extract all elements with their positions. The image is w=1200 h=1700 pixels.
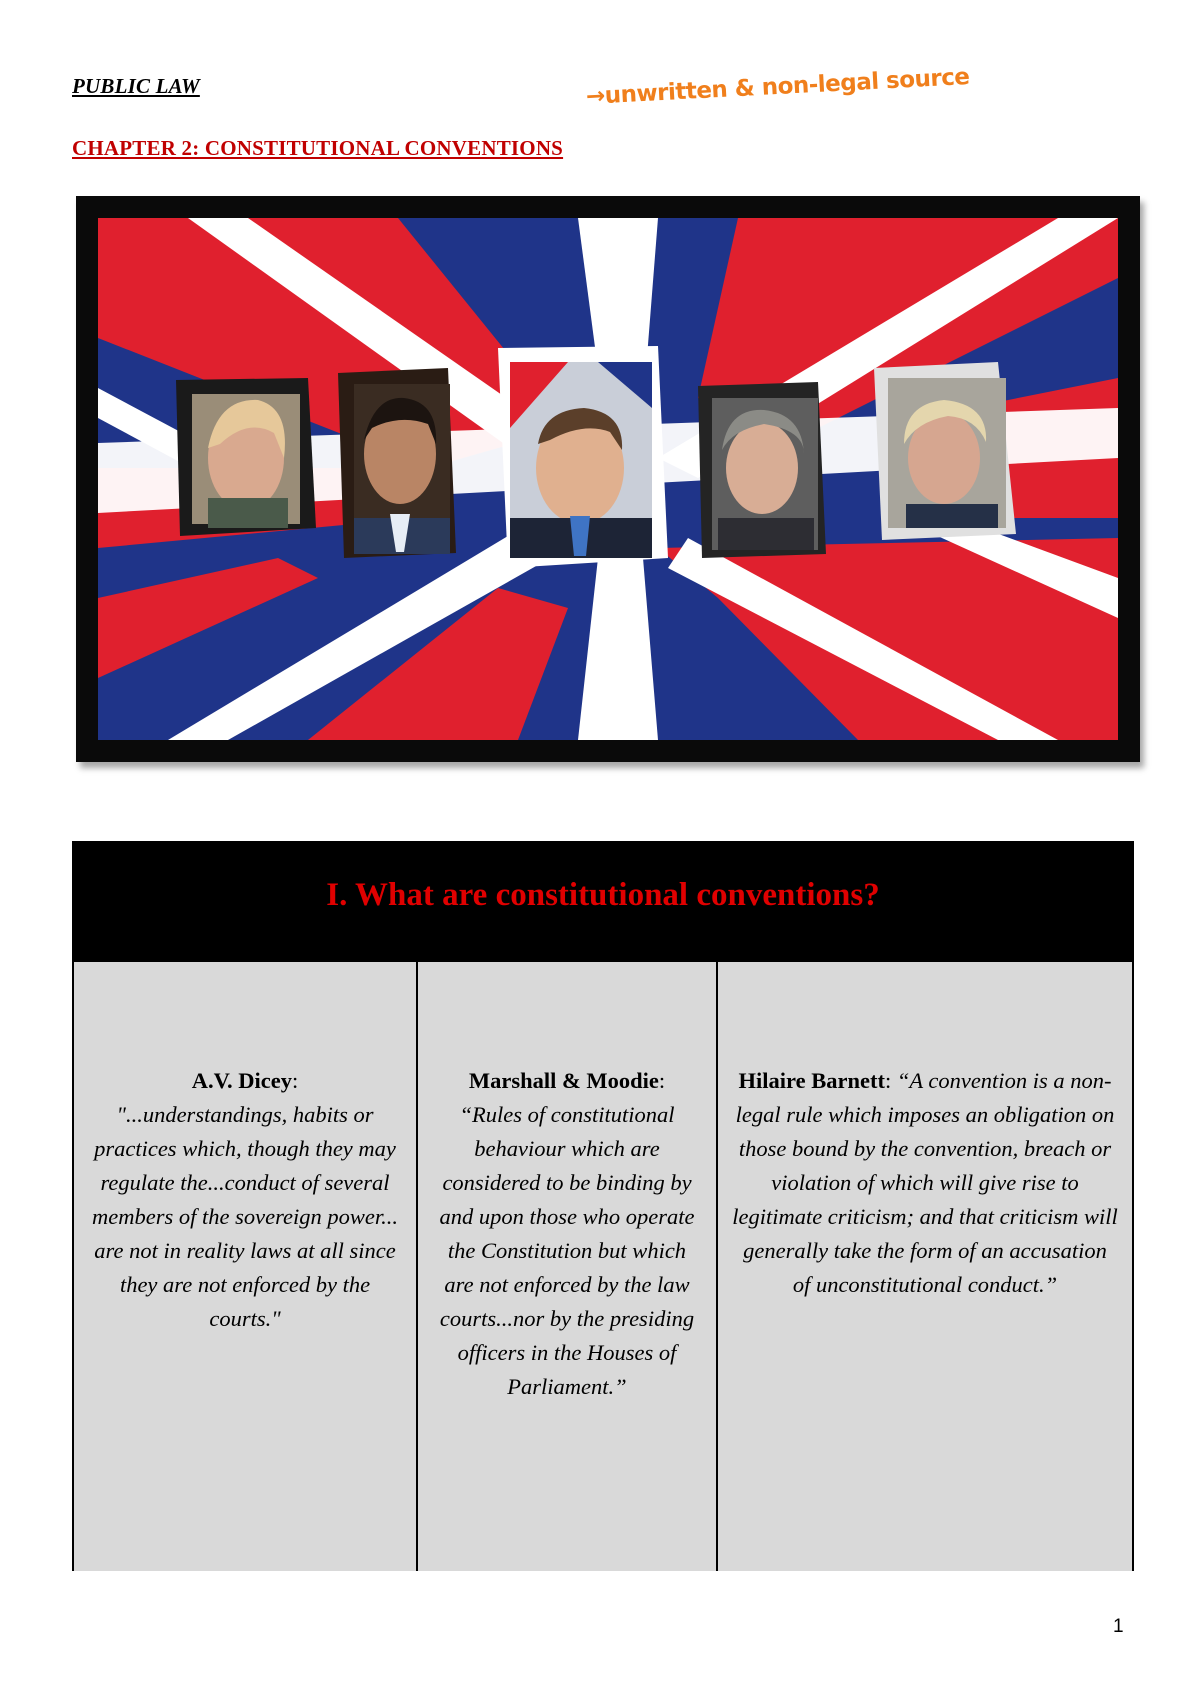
definition-cell-barnett [718, 962, 1132, 1571]
section-title: I. What are constitutional conventions? [326, 877, 880, 913]
author-separator: : [658, 1068, 666, 1093]
table-header [74, 843, 1132, 960]
header-title: PUBLIC LAW [72, 74, 200, 98]
portrait-4 [698, 382, 826, 558]
union-flag-collage [98, 218, 1118, 740]
handwritten-annotation: →unwritten & non-legal source [585, 63, 971, 110]
definitions-table [72, 841, 1134, 1571]
definition-cell-marshall-moodie [418, 962, 718, 1571]
author-name: A.V. Dicey [191, 1068, 292, 1093]
portrait-5 [874, 362, 1016, 540]
definition-quote: “Rules of constitutional behaviour which are considered to be binding by and upon those who operate the Constitution but which are not enforced by the law courts...nor by the presiding officers in the Houses of Parliament.” [439, 1102, 695, 1399]
author-separator: : [291, 1068, 299, 1093]
definition-quote: “A convention is a non-legal rule which imposes an obligation on those bound by the convention, breach or violation of which will give rise to legitimate criticism; and that criticism will generally take the form of an accusation of unconstitutional conduct.” [732, 1068, 1118, 1297]
chapter-title: CHAPTER 2: CONSTITUTIONAL CONVENTIONS [72, 136, 564, 160]
author-name: Marshall & Moodie [468, 1068, 659, 1093]
author-separator: : [884, 1068, 892, 1093]
banner-image [76, 196, 1140, 762]
portrait-1 [176, 378, 316, 536]
author-name: Hilaire Barnett [738, 1068, 885, 1093]
definition-quote: "...understandings, habits or practices which, though they may regulate the...conduct of several members of the sovereign power... are not in reality laws at all since they are not enforced by the courts." [92, 1102, 398, 1331]
portrait-3 [498, 346, 668, 568]
definition-cell-dicey [74, 962, 418, 1571]
page-number: 1 [1113, 1616, 1124, 1637]
document-header [72, 74, 200, 99]
portrait-2 [338, 368, 456, 558]
table-row [74, 960, 1132, 1571]
